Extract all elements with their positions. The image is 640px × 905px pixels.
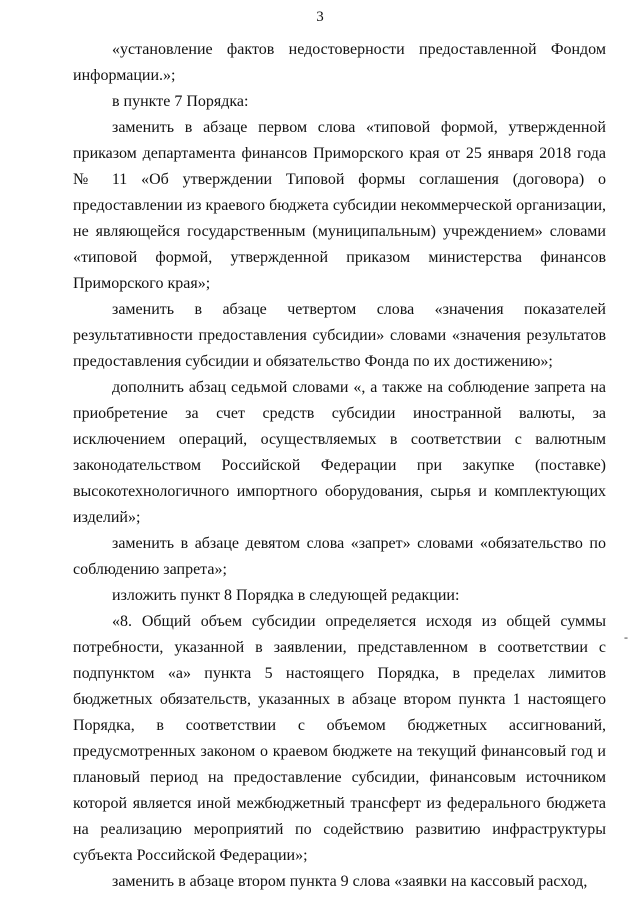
page-number: 3	[316, 9, 324, 25]
paragraph-3: заменить в абзаце первом слова «типовой формой, утвержденной приказом департамента финансов Приморского края от 25 января 2018 года № 11 «Об утверждении Типовой формы соглашения (договора) о предоставлении из краевого бюджета субсидии некоммерческой организации, не являющейся государственным (муниципальным) учреждением» словами «типовой формой, утвержденной приказом министерства финансов Приморского края»;	[73, 119, 606, 292]
paragraph-2: в пункте 7 Порядка:	[112, 93, 249, 110]
paragraph-1: «установление фактов недостоверности предоставленной Фондом информации.»;	[73, 41, 606, 84]
paragraph-8: «8. Общий объем субсидии определяется исходя из общей суммы потребности, указанной в заявлении, представленном в соответствии с подпунктом «а» пункта 5 настоящего Порядка, в пределах лимитов бюджетных обязательств, указанных в абзаце втором пункта 1 настоящего Порядка, в соответствии с объемом бюджетных ассигнований, предусмотренных законом о краевом бюджете на текущий финансовый год и плановый период на предоставление субсидии, финансовым источником которой является иной межбюджетный трансферт из федерального бюджета на реализацию мероприятий по содействию развитию инфраструктуры субъекта Российской Федерации»;	[73, 613, 606, 864]
document-body	[73, 37, 606, 895]
paragraph-7: изложить пункт 8 Порядка в следующей редакции:	[112, 587, 460, 604]
paragraph-9: заменить в абзаце втором пункта 9 слова «заявки на кассовый расход,	[112, 873, 588, 890]
paragraph-6: заменить в абзаце девятом слова «запрет» словами «обязательство по соблюдению запрета»;	[73, 535, 606, 578]
paragraph-5: дополнить абзац седьмой словами «, а также на соблюдение запрета на приобретение за счет средств субсидии иностранной валюты, за исключением операций, осуществляемых в соответствии с валютным законодательством Российской Федерации при закупке (поставке) высокотехнологичного импортного оборудования, сырья и комплектующих изделий»;	[73, 379, 606, 526]
margin-mark: -	[624, 630, 628, 644]
paragraph-4: заменить в абзаце четвертом слова «значения показателей результативности предоставления субсидии» словами «значения результатов предоставления субсидии и обязательство Фонда по их достижению»;	[73, 301, 606, 370]
